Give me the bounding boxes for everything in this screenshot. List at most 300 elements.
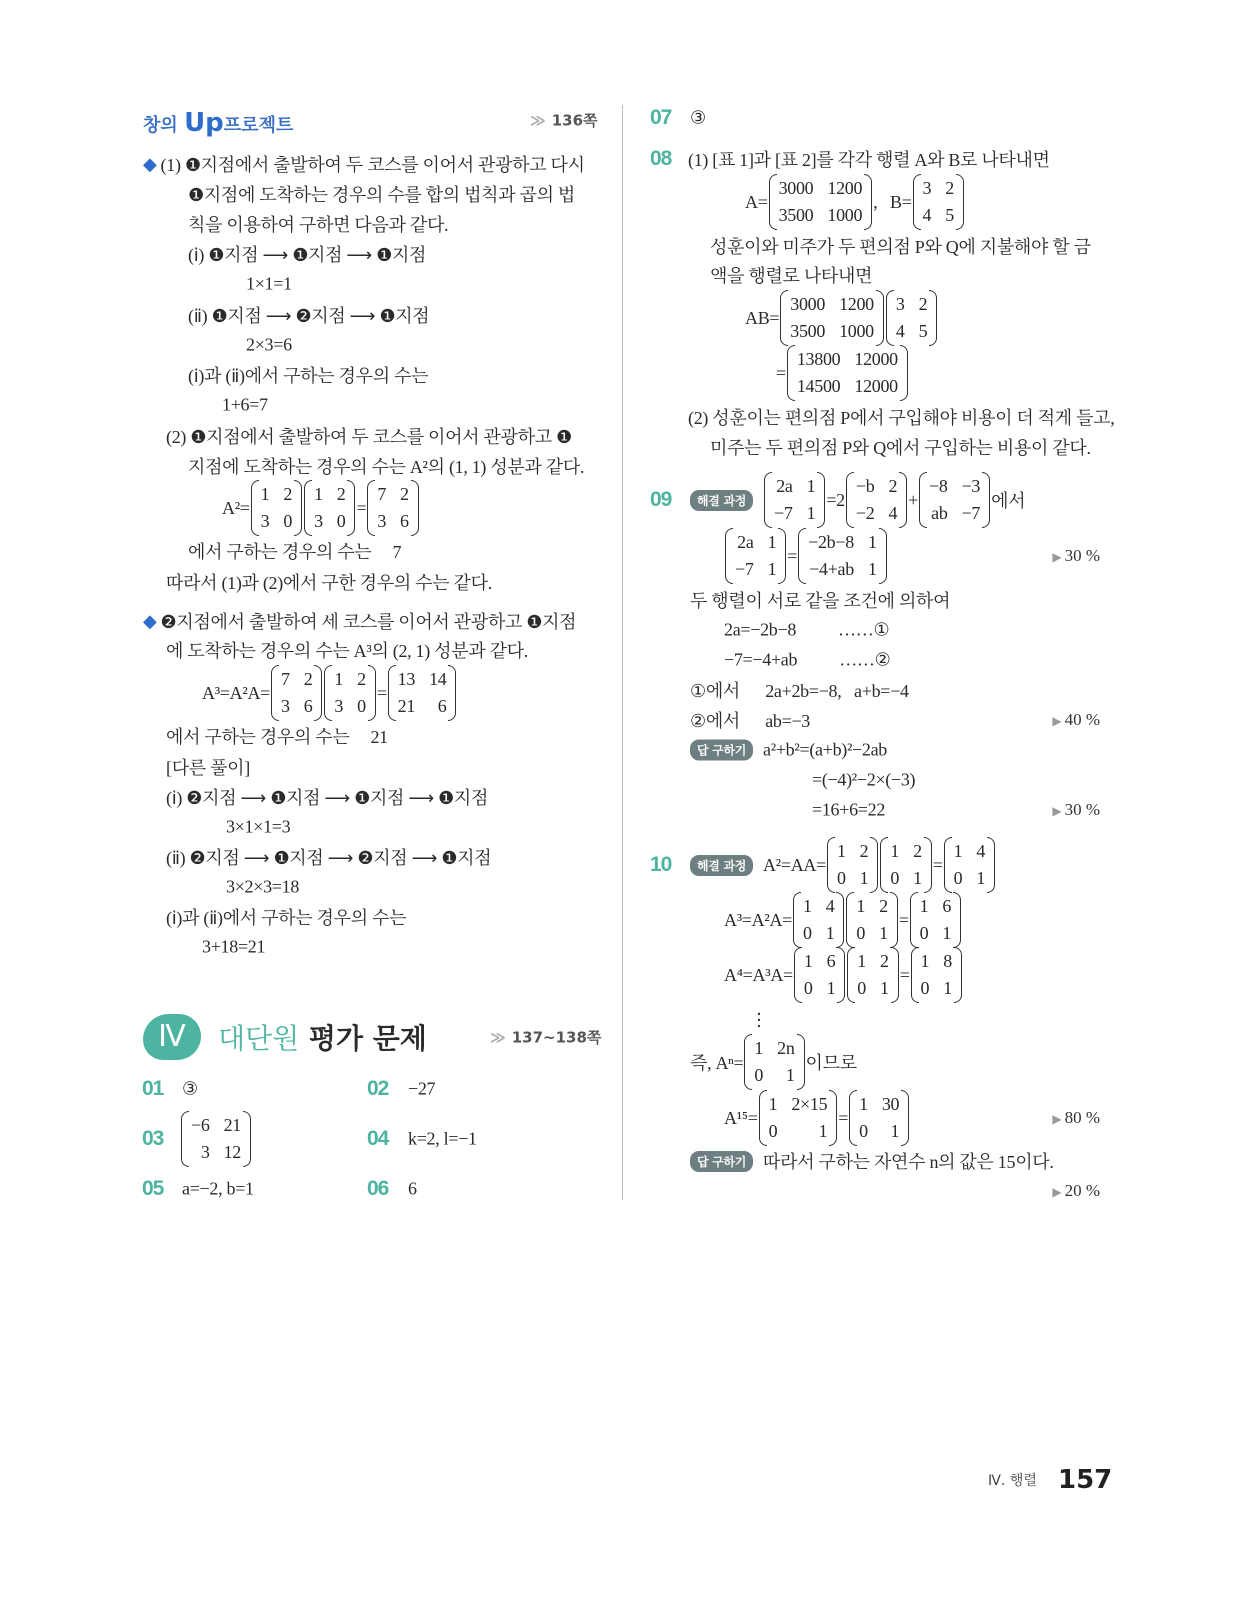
- problem-2-line: [143, 608, 576, 634]
- matrix-cell: 3: [281, 696, 290, 716]
- matrix-cell: 0: [836, 868, 846, 888]
- matrix-cell: 2n: [777, 1038, 795, 1058]
- equation-line: [690, 837, 996, 893]
- matrix-cell: 1200: [839, 294, 874, 314]
- text-segment: [다른 풀이]: [166, 758, 250, 778]
- matrix-cell: 3: [922, 178, 932, 198]
- matrix-grid: [795, 345, 900, 401]
- matrix-cell: 1: [879, 978, 889, 998]
- answer-number: 04: [367, 1127, 389, 1150]
- answer-value: [408, 1079, 435, 1100]
- right-paren: [901, 1090, 909, 1146]
- section-title: [218, 1017, 427, 1057]
- matrix-cell: 6: [400, 511, 409, 531]
- equation-line: [202, 665, 457, 721]
- answer-number: 09: [650, 488, 672, 511]
- matrix-cell: 0: [754, 1065, 764, 1085]
- left-paren: [388, 665, 396, 721]
- matrix-cell: 0: [336, 511, 346, 531]
- matrix-cell: ab: [931, 503, 948, 523]
- text-segment: =: [376, 682, 387, 703]
- left-paren: [324, 665, 332, 721]
- text-line: [166, 637, 528, 663]
- score-text: 80 %: [1064, 1108, 1100, 1127]
- matrix-cell: 1: [767, 559, 777, 579]
- text-line: [166, 723, 388, 749]
- matrix-cell: 3000: [778, 178, 814, 198]
- answer-number: 03: [142, 1127, 164, 1150]
- matrix-cell: 13800: [796, 349, 841, 369]
- matrix-cell: 1000: [839, 321, 874, 341]
- matrix-grid: [312, 480, 347, 536]
- score-percent: [1052, 710, 1100, 730]
- text-segment: (1) [표 1]과 [표 2]를 각각 행렬 A와 B로 나타내면: [688, 150, 1050, 170]
- text-line: [166, 754, 250, 780]
- text-segment: ③: [690, 107, 706, 128]
- matrix-cell: 1: [818, 1121, 828, 1141]
- matrix-cell: 0: [768, 1121, 778, 1141]
- text-segment: AB=: [745, 307, 780, 328]
- left-paren: [764, 472, 772, 528]
- line-content: [763, 740, 887, 761]
- matrix: [913, 174, 964, 230]
- text-segment: 6: [408, 1178, 417, 1199]
- page-ref-text: 136쪽: [551, 111, 598, 130]
- text-segment: 지점에 도착하는 경우의 수는 A²의 (1, 1) 성분과 같다.: [188, 457, 585, 477]
- matrix-cell: 0: [857, 978, 866, 998]
- left-paren: [846, 892, 854, 948]
- text-line: [188, 241, 426, 267]
- text-segment: ❶지점에 도착하는 경우의 수를 합의 법칙과 곱의 법: [188, 185, 575, 205]
- text-line: [166, 844, 491, 870]
- text-segment: 즉, Aⁿ=: [690, 1053, 744, 1073]
- text-line: [246, 335, 292, 356]
- matrix-cell: 1: [836, 841, 846, 861]
- answer-badge: 답 구하기: [690, 740, 753, 761]
- matrix: [944, 837, 995, 893]
- text-segment: =: [787, 545, 798, 566]
- answer-number: 06: [367, 1177, 389, 1200]
- matrix-cell: 1: [859, 868, 869, 888]
- matrix: [846, 472, 907, 528]
- triangle-icon: ▶: [1052, 714, 1062, 728]
- right-paren: [829, 1090, 837, 1146]
- right-paren: [368, 665, 376, 721]
- left-paren: [304, 480, 312, 536]
- text-line: [188, 453, 584, 479]
- logo-suffix: 프로젝트: [223, 115, 294, 136]
- score-text: 40 %: [1064, 710, 1100, 729]
- text-segment: 1+6=7: [222, 394, 268, 415]
- section-roman-badge: Ⅳ: [143, 1014, 201, 1060]
- triangle-icon: ▶: [1052, 804, 1062, 818]
- matrix-cell: 2: [303, 669, 313, 689]
- matrix-cell: 0: [919, 923, 929, 943]
- column-divider: [622, 105, 623, 1200]
- logo-up: Up: [184, 108, 224, 138]
- score-text: 30 %: [1064, 800, 1100, 819]
- text-line: [226, 817, 290, 838]
- matrix-cell: −b: [855, 476, 875, 496]
- left-paren: [744, 1034, 752, 1090]
- text-segment: 3×2×3=18: [226, 876, 300, 897]
- solution-process-badge: 해결 과정: [690, 490, 753, 511]
- matrix-grid: [801, 892, 836, 948]
- right-paren: [879, 528, 887, 584]
- matrix-cell: 1: [879, 923, 888, 943]
- right-paren: [243, 1111, 251, 1167]
- text-segment: 에서 구하는 경우의 수는 21: [166, 727, 388, 747]
- matrix-cell: 12000: [854, 376, 898, 396]
- answer-value: [182, 1179, 254, 1200]
- text-segment: ①에서 2a+2b=−8, a+b=−4: [690, 681, 909, 701]
- triangle-icon: ▶: [1052, 1112, 1062, 1126]
- text-segment: A⁴=A³A=: [724, 964, 793, 985]
- answer-number: 08: [650, 147, 672, 170]
- matrix: [910, 892, 961, 948]
- matrix-cell: 0: [920, 978, 930, 998]
- equation-line: [724, 1090, 910, 1146]
- matrix: [793, 892, 844, 948]
- matrix-grid: [894, 290, 929, 346]
- text-line: [222, 395, 268, 416]
- section-page-reference: [490, 1027, 601, 1048]
- text-segment: =: [899, 964, 910, 985]
- left-paren: [725, 528, 733, 584]
- equation-line: [724, 892, 962, 948]
- text-line: [188, 538, 401, 564]
- diamond-marker-icon: ◆: [143, 610, 157, 632]
- right-paren: [891, 947, 899, 1003]
- text-segment: (1) ❶지점에서 출발하여 두 코스를 이어서 관광하고 다시: [160, 155, 585, 175]
- left-paren: [251, 480, 259, 536]
- matrix-cell: 1: [857, 951, 866, 971]
- equation-line: [690, 1034, 857, 1090]
- matrix-cell: 1: [806, 503, 816, 523]
- matrix-cell: 3: [895, 294, 905, 314]
- text-line: [166, 423, 572, 449]
- left-paren: [780, 290, 788, 346]
- text-segment: (ⅰ)과 (ⅱ)에서 구하는 경우의 수는: [166, 908, 407, 928]
- matrix-grid: [752, 1034, 796, 1090]
- left-paren: [271, 665, 279, 721]
- matrix-cell: 1: [803, 896, 812, 916]
- left-paren: [886, 290, 894, 346]
- right-paren: [956, 174, 964, 230]
- matrix-cell: 4: [888, 503, 898, 523]
- text-segment: −27: [408, 1078, 436, 1099]
- matrix-cell: −8: [929, 476, 948, 496]
- matrix-cell: 2: [283, 484, 293, 504]
- line-content: [763, 472, 1025, 528]
- matrix-cell: 0: [890, 868, 900, 888]
- matrix-grid: [802, 947, 837, 1003]
- matrix-cell: 2: [913, 841, 922, 861]
- matrix: [849, 1090, 909, 1146]
- page-ref-text: 137~138쪽: [511, 1028, 602, 1047]
- matrix-cell: 3: [200, 1142, 210, 1162]
- left-paren: [798, 528, 806, 584]
- text-line: [202, 937, 265, 958]
- left-paren: [181, 1111, 189, 1167]
- text-segment: (ⅱ) ❶지점 ⟶ ❷지점 ⟶ ❶지점: [188, 306, 430, 326]
- matrix-grid: [777, 174, 865, 230]
- matrix-grid: [772, 472, 817, 528]
- text-line: [710, 262, 872, 288]
- matrix-cell: 1: [826, 978, 836, 998]
- matrix: [324, 665, 375, 721]
- triangle-icon: ▶: [1052, 1185, 1062, 1199]
- text-line: [166, 904, 406, 930]
- matrix-cell: 2: [357, 669, 366, 689]
- matrix-cell: 8: [943, 951, 952, 971]
- score-text: 30 %: [1064, 546, 1100, 565]
- left-paren: [794, 947, 802, 1003]
- equation-line: [724, 528, 888, 584]
- matrix-cell: 2: [400, 484, 409, 504]
- matrix-cell: 7: [377, 484, 387, 504]
- matrix-grid: [921, 174, 956, 230]
- score-percent: [1052, 546, 1100, 566]
- left-paren: [913, 174, 921, 230]
- creative-up-project-logo: [143, 108, 293, 138]
- text-segment: A²=AA=: [763, 854, 826, 875]
- matrix-cell: 0: [803, 923, 812, 943]
- left-paren: [827, 837, 835, 893]
- matrix-cell: 1: [754, 1038, 764, 1058]
- matrix-cell: 2: [945, 178, 954, 198]
- matrix-cell: −2b−8: [808, 532, 854, 552]
- answer-value: [408, 1179, 417, 1200]
- matrix-cell: 5: [918, 321, 928, 341]
- text-line: [166, 569, 492, 595]
- right-paren: [899, 472, 907, 528]
- matrix-cell: 7: [281, 669, 290, 689]
- right-paren: [987, 837, 995, 893]
- diamond-marker-icon: ◆: [143, 153, 157, 175]
- matrix-cell: −7: [961, 503, 981, 523]
- text-line: [166, 784, 488, 810]
- page-number: 157: [1058, 1465, 1113, 1495]
- right-paren: [411, 480, 419, 536]
- matrix-grid: [919, 947, 954, 1003]
- right-paren: [448, 665, 456, 721]
- left-paren: [880, 837, 888, 893]
- matrix-cell: 3: [260, 511, 270, 531]
- matrix-cell: 0: [803, 978, 813, 998]
- matrix-cell: 1: [920, 951, 930, 971]
- matrix-cell: 21: [397, 696, 416, 716]
- right-paren: [836, 892, 844, 948]
- text-segment: 따라서 (1)과 (2)에서 구한 경우의 수는 같다.: [166, 573, 492, 593]
- text-segment: 칙을 이용하여 구하면 다음과 같다.: [188, 215, 449, 235]
- chevron-icon: ≫: [530, 111, 546, 130]
- text-segment: 성훈이와 미주가 두 편의점 P와 Q에 지불해야 할 금: [710, 237, 1091, 257]
- matrix-cell: 6: [303, 696, 313, 716]
- matrix: [880, 837, 931, 893]
- text-segment: =: [776, 362, 786, 383]
- text-segment: =: [932, 854, 943, 875]
- matrix: [919, 472, 990, 528]
- left-paren: [367, 480, 375, 536]
- left-paren: [849, 1090, 857, 1146]
- text-segment: (ⅱ) ❷지점 ⟶ ❶지점 ⟶ ❷지점 ⟶ ❶지점: [166, 848, 492, 868]
- text-segment: =: [356, 497, 367, 518]
- text-line: [710, 434, 1091, 460]
- matrix-cell: 1: [913, 868, 922, 888]
- matrix-cell: 1200: [827, 178, 863, 198]
- matrix-grid: [332, 665, 367, 721]
- text-segment: a=−2, b=1: [182, 1178, 254, 1199]
- matrix-cell: 14: [429, 669, 447, 689]
- matrix: [911, 947, 962, 1003]
- matrix: [780, 290, 884, 346]
- left-paren: [944, 837, 952, 893]
- matrix-cell: −4+ab: [809, 559, 854, 579]
- matrix: [764, 472, 825, 528]
- matrix-cell: 1: [867, 532, 877, 552]
- text-segment: , B=: [873, 191, 912, 212]
- matrix: [827, 837, 878, 893]
- equation-line: [222, 480, 420, 536]
- text-segment: 2×3=6: [246, 334, 292, 355]
- equation-line: [724, 947, 963, 1003]
- matrix: [304, 480, 355, 536]
- matrix-cell: 1: [919, 896, 929, 916]
- matrix-cell: 6: [942, 896, 952, 916]
- matrix: [388, 665, 457, 721]
- matrix-cell: 2×15: [791, 1094, 828, 1114]
- answer-value: [690, 108, 706, 129]
- line-content: [763, 1148, 1054, 1174]
- matrix-cell: 6: [437, 696, 447, 716]
- right-paren: [797, 1034, 805, 1090]
- left-paren: [759, 1090, 767, 1146]
- matrix: [769, 174, 873, 230]
- score-percent: [1052, 1181, 1100, 1201]
- matrix-grid: [854, 472, 899, 528]
- matrix-cell: 3000: [790, 294, 826, 314]
- matrix-cell: 6: [826, 951, 836, 971]
- matrix-cell: 2: [879, 896, 888, 916]
- matrix: [794, 947, 845, 1003]
- matrix-cell: 1: [976, 868, 986, 888]
- text-segment: (2) ❶지점에서 출발하여 두 코스를 이어서 관광하고 ❶: [166, 427, 572, 447]
- text-segment: =: [838, 1107, 849, 1128]
- chevron-icon: ≫: [490, 1028, 506, 1047]
- text-line: [246, 274, 292, 295]
- line-content: [161, 608, 577, 634]
- matrix-grid: [857, 1090, 901, 1146]
- answer-value: [182, 1079, 198, 1100]
- right-paren: [876, 290, 884, 346]
- text-segment: ③: [182, 1078, 198, 1099]
- matrix-cell: 1: [943, 978, 952, 998]
- matrix-cell: 1: [825, 923, 835, 943]
- vertical-ellipsis: [750, 1010, 768, 1031]
- matrix-cell: −7: [774, 503, 793, 523]
- matrix-grid: [835, 837, 870, 893]
- text-line: [688, 404, 1114, 430]
- matrix-cell: 1: [768, 1094, 778, 1114]
- matrix-cell: 12000: [854, 349, 898, 369]
- right-paren: [870, 837, 878, 893]
- matrix-grid: [189, 1111, 243, 1167]
- matrix-cell: 2: [879, 951, 889, 971]
- score-percent: [1052, 800, 1100, 820]
- text-segment: +: [908, 489, 918, 510]
- left-paren: [787, 345, 795, 401]
- text-segment: ❷지점에서 출발하여 세 코스를 이어서 관광하고 ❶지점: [160, 612, 577, 632]
- right-paren: [314, 665, 322, 721]
- matrix-cell: 1: [334, 669, 344, 689]
- matrix-cell: 30: [881, 1094, 900, 1114]
- matrix-cell: 1: [803, 951, 813, 971]
- text-segment: A³=A²A=: [202, 682, 270, 703]
- text-line: [724, 650, 890, 671]
- solution-process-badge: 해결 과정: [690, 855, 753, 876]
- matrix-cell: 0: [357, 696, 366, 716]
- left-paren: [911, 947, 919, 1003]
- matrix-grid: [279, 665, 314, 721]
- line-content: [161, 151, 585, 177]
- matrix-cell: 4: [922, 205, 932, 225]
- text-segment: =2: [826, 489, 845, 510]
- right-paren: [864, 174, 872, 230]
- text-segment: A¹⁵=: [724, 1107, 758, 1128]
- equation-line: [690, 472, 1025, 528]
- matrix: [798, 528, 887, 584]
- section-title-b: 평가 문제: [308, 1022, 427, 1055]
- answer-badge: 답 구하기: [690, 1151, 753, 1172]
- text-segment: ②에서 ab=−3: [690, 711, 811, 731]
- text-segment: A²=: [222, 497, 250, 518]
- matrix-cell: 1000: [827, 205, 863, 225]
- matrix-cell: 4: [895, 321, 905, 341]
- text-segment: =: [898, 909, 909, 930]
- equation-line: [745, 174, 965, 230]
- matrix: [181, 1111, 251, 1167]
- matrix-grid: [927, 472, 982, 528]
- text-line: [812, 770, 915, 791]
- right-paren: [837, 947, 845, 1003]
- score-text: 20 %: [1064, 1181, 1100, 1200]
- matrix-cell: 1: [767, 532, 777, 552]
- matrix: [744, 1034, 804, 1090]
- matrix-cell: −2: [855, 503, 875, 523]
- matrix-cell: 13: [397, 669, 416, 689]
- text-line: [226, 877, 299, 898]
- matrix-cell: −7: [735, 559, 754, 579]
- text-segment: 1×1=1: [246, 273, 292, 294]
- text-segment: =16+6=22: [812, 799, 886, 820]
- right-paren: [890, 892, 898, 948]
- matrix-cell: 21: [223, 1115, 241, 1135]
- page-reference: [530, 110, 598, 131]
- matrix-grid: [396, 665, 449, 721]
- matrix-cell: 2: [888, 476, 898, 496]
- text-segment: (ⅰ) ❷지점 ⟶ ❶지점 ⟶ ❶지점 ⟶ ❶지점: [166, 788, 489, 808]
- text-line: [688, 146, 1050, 172]
- text-segment: 3+18=21: [202, 936, 266, 957]
- answer-value: [408, 1129, 477, 1150]
- score-percent: [1052, 1108, 1100, 1128]
- left-paren: [847, 947, 855, 1003]
- answer-number: 02: [367, 1077, 389, 1100]
- answer-number: 10: [650, 853, 672, 876]
- matrix-cell: 4: [825, 896, 835, 916]
- matrix-grid: [788, 290, 876, 346]
